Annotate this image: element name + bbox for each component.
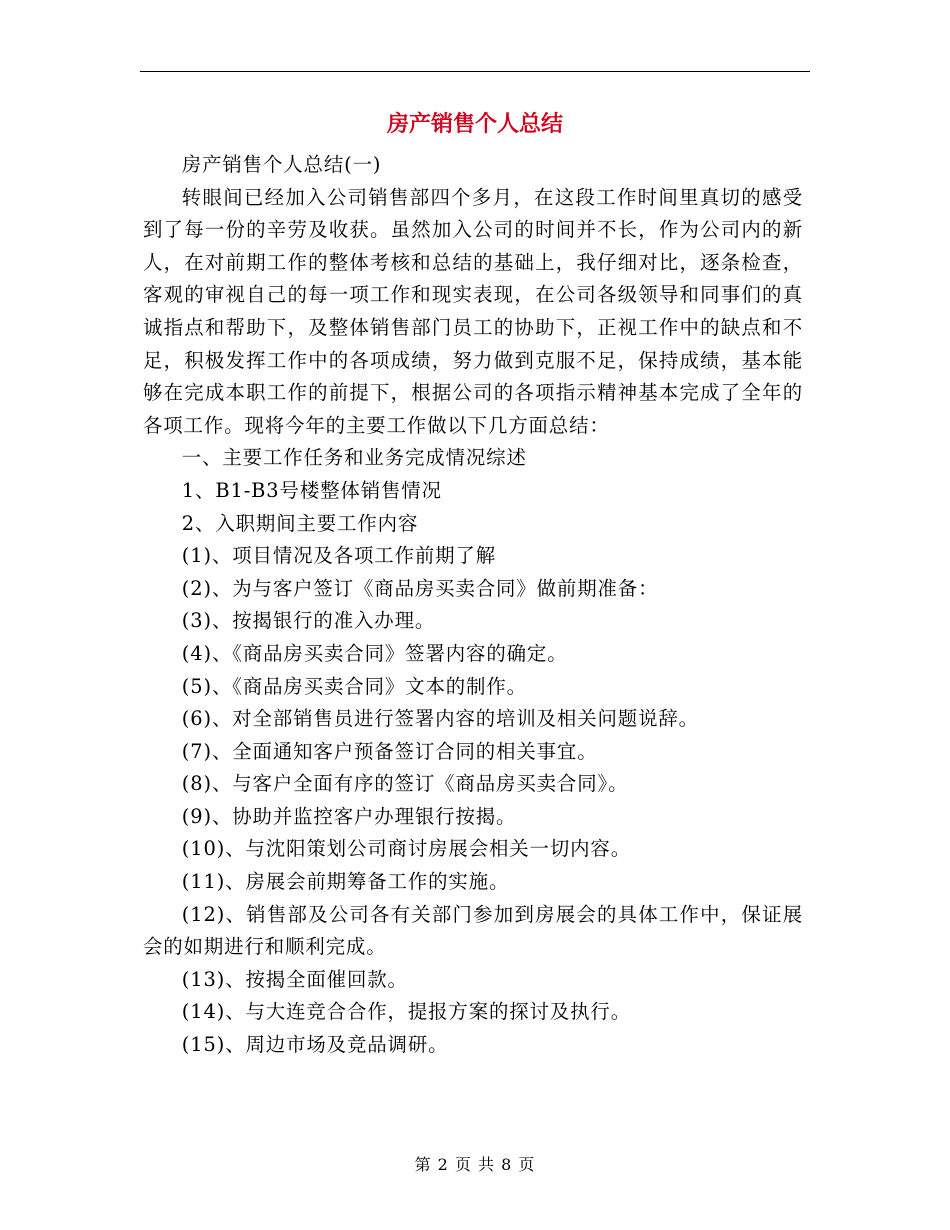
intro-paragraph: 转眼间已经加入公司销售部四个多月，在这段工作时间里真切的感受到了每一份的辛劳及收获。虽然加入公司的时间并不长，作为公司内的新人，在对前期工作的整体考核和总结的基础上，我仔细对比，逐条检查，客观的审视自己的每一项工作和现实表现，在公司各级领导和同事们的真诚指点和帮助下，及整体销售部门员工的协助下，正视工作中的缺点和不足，积极发挥工作中的各项成绩，努力做到克服不足，保持成绩，基本能够在完成本职工作的前提下，根据公司的各项指示精神基本完成了全年的各项工作。现将今年的主要工作做以下几方面总结： (143, 185, 803, 437)
list-item: (7)、全面通知客户预备签订合同的相关事宜。 (181, 739, 598, 763)
page-number: 第 2 页 共 8 页 (414, 1155, 536, 1174)
document-title: 房产销售个人总结 (386, 112, 563, 137)
list-item: (3)、按揭银行的准入办理。 (181, 609, 436, 633)
list-item: (9)、协助并监控客户办理银行按揭。 (181, 804, 517, 828)
subsection-heading: 一、主要工作任务和业务完成情况综述 (181, 446, 527, 470)
list-item: 1、B1-B3号楼整体销售情况 (181, 478, 442, 502)
list-item: (1)、项目情况及各项工作前期了解 (181, 544, 497, 568)
list-item: 2、入职期间主要工作内容 (181, 511, 419, 535)
list-item: (11)、房展会前期筹备工作的实施。 (181, 870, 510, 894)
list-item: (8)、与客户全面有序的签订《商品房买卖合同》。 (181, 772, 629, 796)
list-item: (2)、为与客户签订《商品房买卖合同》做前期准备： (181, 576, 659, 600)
list-item: (14)、与大连竞合合作，提报方案的探讨及执行。 (181, 1000, 632, 1024)
list-item: (10)、与沈阳策划公司商讨房展会相关一切内容。 (181, 837, 632, 861)
list-item: (15)、周边市场及竞品调研。 (181, 1033, 449, 1057)
document-body (143, 149, 803, 1062)
header-rule (140, 71, 810, 72)
list-item: (13)、按揭全面催回款。 (181, 967, 408, 991)
list-item: (5)、《商品房买卖合同》文本的制作。 (181, 674, 527, 698)
list-item: (4)、《商品房买卖合同》签署内容的确定。 (181, 641, 568, 665)
list-item: (6)、对全部销售员进行签署内容的培训及相关问题说辞。 (181, 707, 699, 731)
section-heading: 房产销售个人总结(一) (181, 153, 382, 176)
list-item: (12)、销售部及公司各有关部门参加到房展会的具体工作中，保证展会的如期进行和顺利完成。 (143, 902, 803, 959)
